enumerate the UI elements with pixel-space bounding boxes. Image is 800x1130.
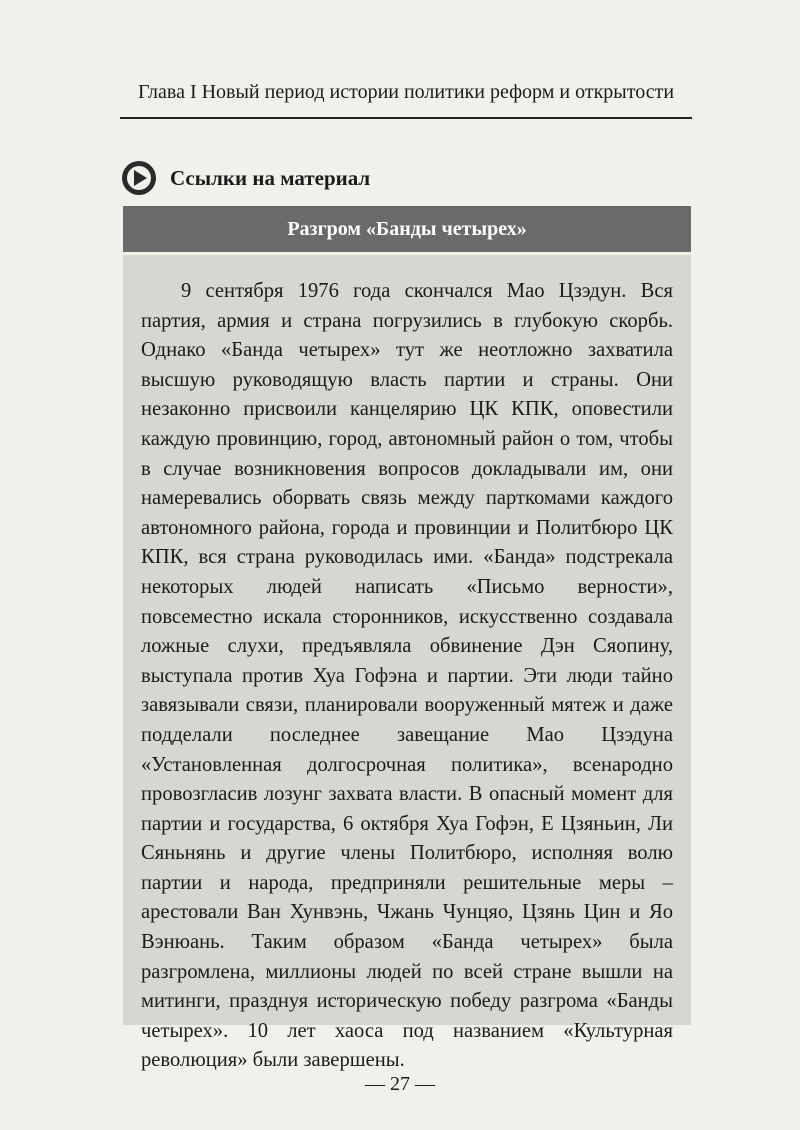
box-paragraph: 9 сентября 1976 года скончался Мао Цзэдун. Вся партия, армия и страна погрузились в глубокую скорбь. Однако «Банда четырех» тут же неотложно захватила высшую руководящую власть партии и страны. Они незаконно присвоили канцелярию ЦК КПК, оповестили каждую провинцию, город, автономный район о том, чтобы в случае возникновения вопросов докладывали им, они намеревались оборвать связь между парткомами каждого автономного района, города и провинции и Политбюро ЦК КПК, вся страна руководилась ими. «Банда» подстрекала некоторых людей написать «Письмо верности», повсеместно искала сторонников, искусственно создавала ложные слухи, предъявляла обвинение Дэн Сяопину, выступала против Хуа Гофэна и партии. Эти люди тайно завязывали связи, планировали вооруженный мятеж и даже подделали последнее завещание Мао Цзэдуна «Установленная долгосрочная политика», всенародно провозгласив лозунг захвата власти. В опасный момент для партии и государства, 6 октября Хуа Гофэн, Е Цзяньин, Ли Сяньнянь и другие члены Политбюро, исполняя волю партии и народа, предприняли решительные меры – арестовали Ван Хунвэнь, Чжань Чунцяо, Цзянь Цин и Яо Вэнюань. Таким образом «Банда четырех» была разгромлена, миллионы людей по всей стране вышли на митинги, празднуя историческую победу разгрома «Банды четырех». 10 лет хаоса под названием «Культурная революция» были завершены. bbox=[141, 280, 673, 1072]
reference-box bbox=[123, 255, 691, 1072]
section-title: Ссылки на материал bbox=[170, 165, 371, 190]
play-circle-icon bbox=[122, 161, 156, 195]
box-title: Разгром «Банды четырех» bbox=[123, 206, 691, 252]
section-heading bbox=[122, 160, 370, 196]
page-number: — 27 — bbox=[365, 1073, 435, 1095]
running-header: Глава I Новый период истории политики реформ и открытости bbox=[137, 81, 675, 103]
header-divider bbox=[120, 117, 692, 119]
